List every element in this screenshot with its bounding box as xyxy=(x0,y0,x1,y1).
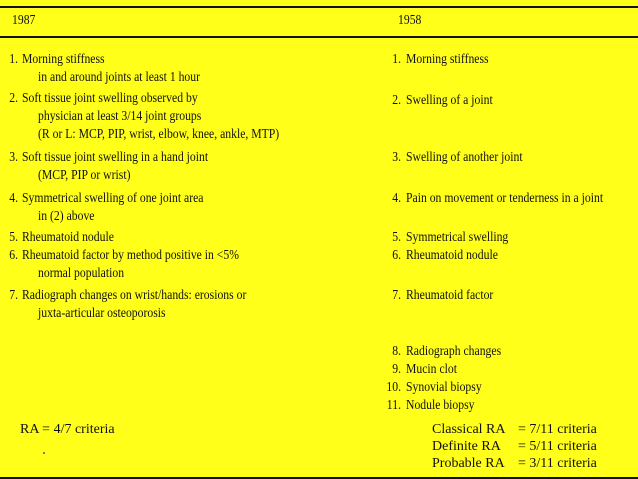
header-year-1958: 1958 xyxy=(398,12,422,27)
criterion-1958-number: 9. xyxy=(392,361,401,376)
criterion-1987-text: normal population xyxy=(38,265,125,280)
summary-1958-label: Probable RA xyxy=(432,456,505,471)
criterion-1958-text: Rheumatoid factor xyxy=(406,287,494,302)
criterion-1987-text: (R or L: MCP, PIP, wrist, elbow, knee, ankle, MTP) xyxy=(38,126,280,141)
criterion-1958-number: 8. xyxy=(392,343,401,358)
summary-1958-value: = 3/11 criteria xyxy=(518,456,597,471)
criterion-1987-text: Soft tissue joint swelling observed by xyxy=(22,90,198,105)
criterion-1958-number: 6. xyxy=(392,247,401,262)
criterion-1958-text: Nodule biopsy xyxy=(406,397,475,412)
criterion-1958-text: Rheumatoid nodule xyxy=(406,247,498,262)
criterion-1987-text: Radiograph changes on wrist/hands: erosions or xyxy=(22,287,247,302)
criterion-1958-text: Swelling of a joint xyxy=(406,92,493,107)
criterion-1958-text: Mucin clot xyxy=(406,361,457,376)
criterion-1987-text: physician at least 3/14 joint groups xyxy=(38,108,202,123)
criterion-1958-number: 5. xyxy=(392,229,401,244)
criterion-1987-text: juxta-articular osteoporosis xyxy=(38,305,166,320)
criterion-1958-text: Symmetrical swelling xyxy=(406,229,509,244)
criterion-1987-number: 3. xyxy=(9,149,18,164)
summary-1958-label: Definite RA xyxy=(432,439,501,454)
criterion-1987-text: Symmetrical swelling of one joint area xyxy=(22,190,204,205)
summary-1958-value: = 5/11 criteria xyxy=(518,439,597,454)
criterion-1958-number: 7. xyxy=(392,287,401,302)
criterion-1958-number: 11. xyxy=(386,397,401,412)
scan-speck xyxy=(43,452,45,454)
summary-1987: RA = 4/7 criteria xyxy=(20,422,115,437)
criterion-1958-text: Morning stiffness xyxy=(406,51,489,66)
criterion-1958-number: 2. xyxy=(392,92,401,107)
criterion-1987-text: in and around joints at least 1 hour xyxy=(38,69,201,84)
criterion-1987-text: Soft tissue joint swelling in a hand joint xyxy=(22,149,209,164)
summary-1958-label: Classical RA xyxy=(432,422,506,437)
criterion-1987-text: Rheumatoid factor by method positive in <5% xyxy=(22,247,239,262)
criterion-1958-number: 4. xyxy=(392,190,401,205)
criterion-1987-text: (MCP, PIP or wrist) xyxy=(38,167,131,182)
criterion-1958-number: 3. xyxy=(392,149,401,164)
header-rule xyxy=(0,36,638,38)
criterion-1987-number: 1. xyxy=(9,51,18,66)
summary-1958-value: = 7/11 criteria xyxy=(518,422,597,437)
criterion-1958-text: Synovial biopsy xyxy=(406,379,482,394)
criterion-1987-number: 6. xyxy=(9,247,18,262)
criterion-1958-text: Swelling of another joint xyxy=(406,149,523,164)
criterion-1987-number: 7. xyxy=(9,287,18,302)
criterion-1987-text: Rheumatoid nodule xyxy=(22,229,114,244)
criterion-1987-text: in (2) above xyxy=(38,208,95,223)
criterion-1958-number: 1. xyxy=(392,51,401,66)
criterion-1987-number: 2. xyxy=(9,90,18,105)
header-year-1987: 1987 xyxy=(12,12,36,27)
criterion-1987-number: 4. xyxy=(9,190,18,205)
criterion-1987-text: Morning stiffness xyxy=(22,51,105,66)
criterion-1958-number: 10. xyxy=(386,379,401,394)
criterion-1987-number: 5. xyxy=(9,229,18,244)
criterion-1958-text: Radiograph changes xyxy=(406,343,502,358)
criterion-1958-text: Pain on movement or tenderness in a joint xyxy=(406,190,604,205)
top-rule xyxy=(0,6,638,8)
